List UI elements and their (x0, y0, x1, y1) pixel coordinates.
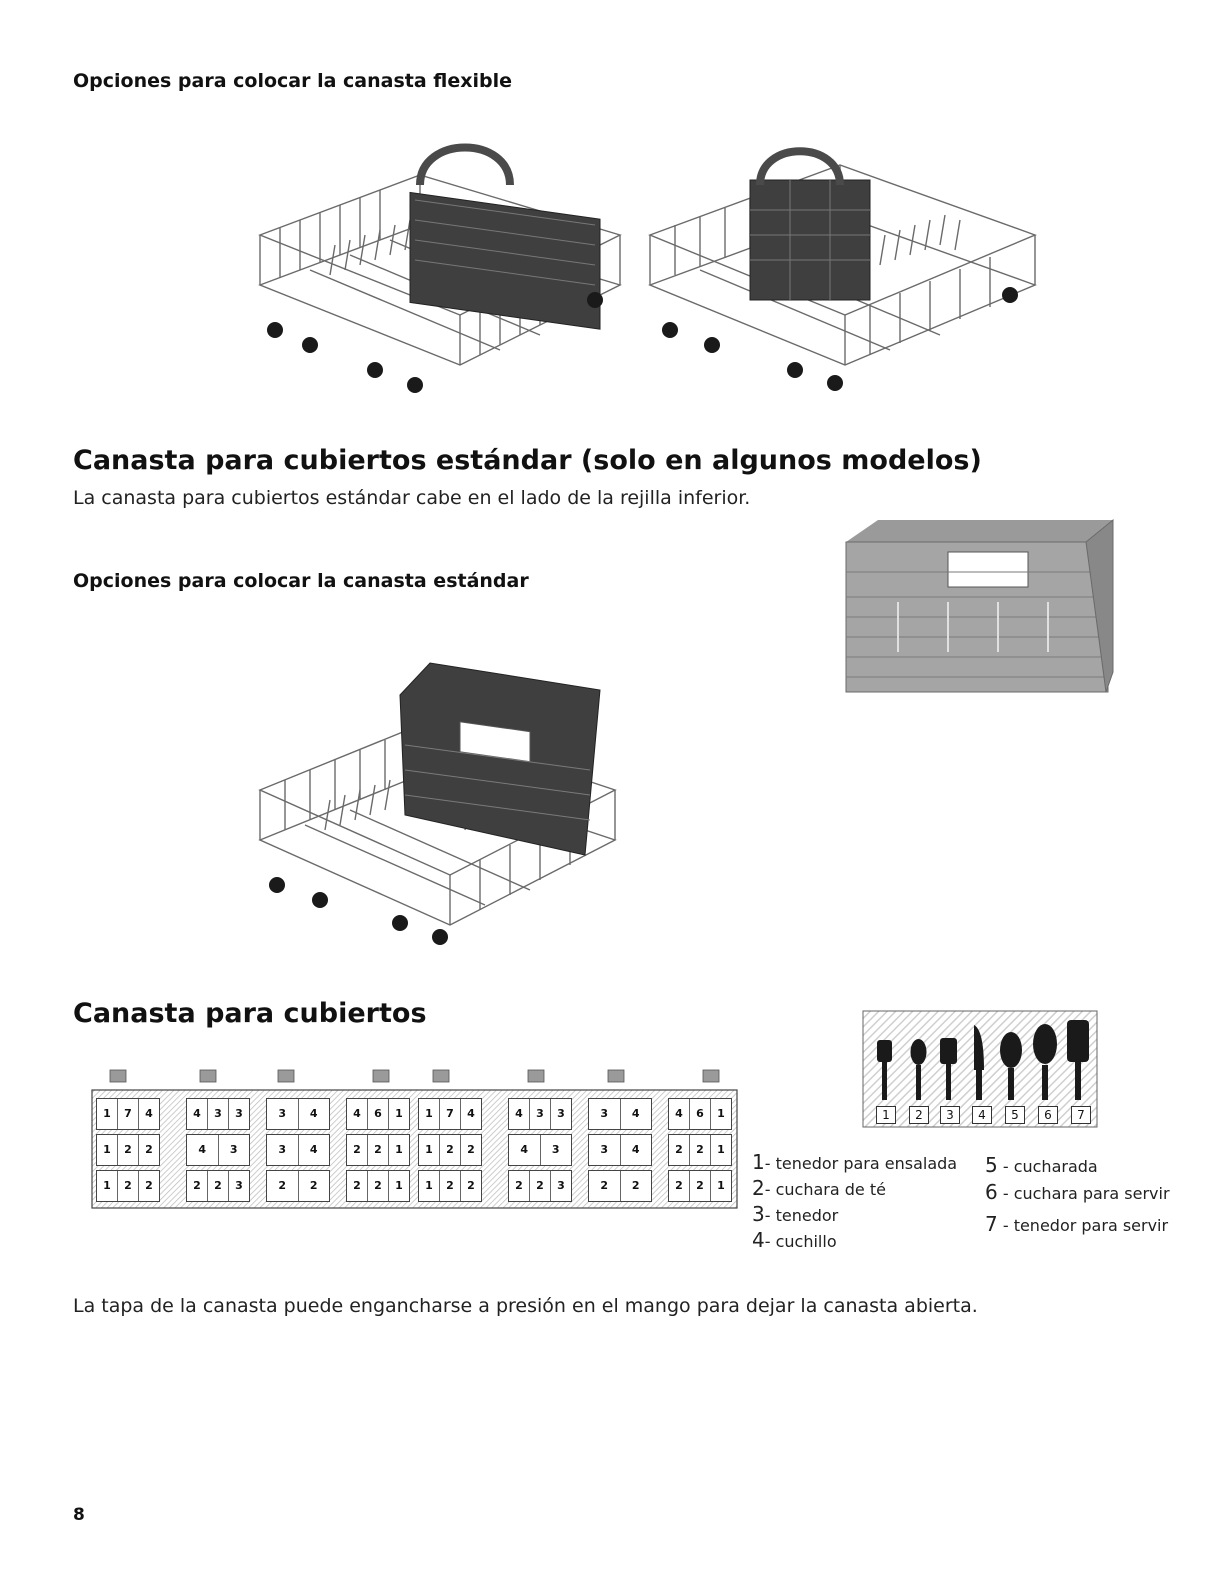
basket-compartment-group (186, 1134, 250, 1166)
basket-compartment-number: 4 (298, 1099, 330, 1129)
legend-item-5: 5 - cucharada (985, 1153, 1098, 1177)
basket-compartment-number: 3 (529, 1099, 550, 1129)
page-number: 8 (73, 1505, 85, 1525)
basket-compartment-number: 2 (353, 1179, 361, 1192)
utensil-number-row (862, 1106, 1098, 1126)
basket-compartment-number: 4 (515, 1107, 523, 1120)
basket-compartment-group (508, 1170, 572, 1202)
basket-compartment-number: 2 (117, 1135, 138, 1165)
basket-compartment-number: 1 (710, 1135, 731, 1165)
basket-compartment-number: 2 (675, 1179, 683, 1192)
utensil-number-2: 2 (909, 1106, 929, 1124)
rack-flexible-basket-right-figure (640, 125, 1040, 400)
basket-compartment-number: 2 (367, 1135, 388, 1165)
basket-compartment-number: 4 (353, 1107, 361, 1120)
basket-compartment-number: 2 (620, 1171, 652, 1201)
basket-compartment-number: 7 (439, 1099, 460, 1129)
basket-compartment-group (266, 1170, 330, 1202)
basket-compartment-group (418, 1134, 482, 1166)
basket-compartment-number: 1 (710, 1099, 731, 1129)
basket-compartment-number: 2 (138, 1171, 159, 1201)
basket-compartment-number: 4 (298, 1135, 330, 1165)
basket-compartment-number: 2 (675, 1143, 683, 1156)
standard-basket-description: La canasta para cubiertos estándar cabe en el lado de la rejilla inferior. (73, 487, 751, 509)
basket-compartment-number: 2 (278, 1179, 287, 1192)
basket-compartment-number: 4 (138, 1099, 159, 1129)
basket-compartment-number: 2 (689, 1135, 710, 1165)
basket-compartment-number: 1 (388, 1171, 409, 1201)
basket-compartment-number: 4 (198, 1143, 207, 1156)
basket-compartment-number: 2 (439, 1135, 460, 1165)
basket-compartment-number: 2 (529, 1171, 550, 1201)
basket-compartment-number: 2 (207, 1171, 228, 1201)
basket-compartment-group (346, 1098, 410, 1130)
basket-compartment-number: 2 (117, 1171, 138, 1201)
basket-lid-note: La tapa de la canasta puede engancharse a presión en el mango para dejar la canasta abierta. (73, 1295, 978, 1317)
basket-compartment-group (96, 1098, 160, 1130)
utensil-number-5: 5 (1005, 1106, 1025, 1124)
standard-basket-figure (838, 512, 1118, 697)
standard-options-heading: Opciones para colocar la canasta estándar (73, 570, 529, 592)
basket-compartment-number: 2 (689, 1171, 710, 1201)
basket-compartment-number: 2 (439, 1171, 460, 1201)
basket-compartment-number: 1 (425, 1107, 433, 1120)
basket-compartment-number: 1 (388, 1099, 409, 1129)
legend-item-7: 7 - tenedor para servir (985, 1212, 1169, 1236)
legend-item-1: 1- tenedor para ensalada (752, 1150, 958, 1174)
basket-compartment-group (668, 1098, 732, 1130)
legend-item-3: 3- tenedor (752, 1202, 839, 1226)
basket-compartment-number: 3 (540, 1135, 572, 1165)
basket-compartment-number: 4 (460, 1099, 481, 1129)
basket-compartment-group (266, 1098, 330, 1130)
basket-compartment-group (346, 1170, 410, 1202)
basket-compartment-number: 2 (515, 1179, 523, 1192)
basket-compartment-number: 2 (367, 1171, 388, 1201)
rack-standard-basket-figure (255, 655, 625, 945)
basket-compartment-number: 1 (388, 1135, 409, 1165)
basket-compartment-number: 6 (367, 1099, 388, 1129)
rack-flexible-basket-left-figure (250, 125, 630, 400)
basket-compartment-number: 3 (228, 1171, 249, 1201)
basket-compartment-number: 3 (228, 1099, 249, 1129)
basket-compartment-number: 3 (550, 1171, 571, 1201)
basket-compartment-number: 6 (689, 1099, 710, 1129)
basket-compartment-number: 1 (425, 1179, 433, 1192)
basket-compartment-number: 4 (675, 1107, 683, 1120)
basket-compartment-number: 3 (207, 1099, 228, 1129)
cutlery-basket-grid-diagram (88, 1068, 743, 1228)
utensil-number-7: 7 (1071, 1106, 1091, 1124)
basket-compartment-number: 1 (710, 1171, 731, 1201)
basket-compartment-number: 4 (620, 1135, 652, 1165)
basket-compartment-number: 1 (103, 1143, 111, 1156)
basket-compartment-number: 3 (278, 1107, 287, 1120)
basket-compartment-group (588, 1170, 652, 1202)
basket-compartment-number: 3 (600, 1143, 609, 1156)
basket-compartment-group (588, 1134, 652, 1166)
basket-compartment-number: 2 (298, 1171, 330, 1201)
basket-compartment-number: 2 (353, 1143, 361, 1156)
legend-item-2: 2- cuchara de té (752, 1176, 886, 1200)
utensil-number-1: 1 (876, 1106, 896, 1124)
standard-basket-title: Canasta para cubiertos estándar (solo en algunos modelos) (73, 445, 982, 476)
basket-compartment-number: 7 (117, 1099, 138, 1129)
basket-compartment-number: 4 (193, 1107, 201, 1120)
basket-compartment-number: 1 (103, 1179, 111, 1192)
basket-compartment-group (588, 1098, 652, 1130)
basket-compartment-group (668, 1134, 732, 1166)
basket-compartment-group (346, 1134, 410, 1166)
basket-compartment-number: 2 (600, 1179, 609, 1192)
cutlery-basket-title: Canasta para cubiertos (73, 998, 427, 1029)
basket-compartment-number: 2 (460, 1135, 481, 1165)
basket-compartment-group (508, 1134, 572, 1166)
basket-compartment-number: 2 (460, 1171, 481, 1201)
basket-compartment-number: 1 (425, 1143, 433, 1156)
basket-compartment-number: 3 (550, 1099, 571, 1129)
basket-compartment-group (668, 1170, 732, 1202)
basket-compartment-group (508, 1098, 572, 1130)
basket-compartment-group (186, 1170, 250, 1202)
basket-compartment-number: 2 (193, 1179, 201, 1192)
basket-compartment-group (96, 1170, 160, 1202)
basket-compartment-number: 3 (218, 1135, 250, 1165)
basket-compartment-group (418, 1098, 482, 1130)
flexible-options-heading: Opciones para colocar la canasta flexible (73, 70, 513, 92)
utensil-key-figure (862, 1010, 1098, 1128)
basket-compartment-group (418, 1170, 482, 1202)
basket-compartment-number: 4 (520, 1143, 529, 1156)
basket-compartment-number: 4 (620, 1099, 652, 1129)
basket-compartment-number: 3 (600, 1107, 609, 1120)
legend-item-4: 4- cuchillo (752, 1228, 837, 1252)
basket-compartment-number: 3 (278, 1143, 287, 1156)
basket-compartment-number: 2 (138, 1135, 159, 1165)
basket-compartment-number: 1 (103, 1107, 111, 1120)
utensil-number-6: 6 (1038, 1106, 1058, 1124)
basket-compartment-group (96, 1134, 160, 1166)
legend-item-6: 6 - cuchara para servir (985, 1180, 1170, 1204)
utensil-number-4: 4 (972, 1106, 992, 1124)
basket-compartment-group (186, 1098, 250, 1130)
basket-compartment-group (266, 1134, 330, 1166)
utensil-number-3: 3 (940, 1106, 960, 1124)
